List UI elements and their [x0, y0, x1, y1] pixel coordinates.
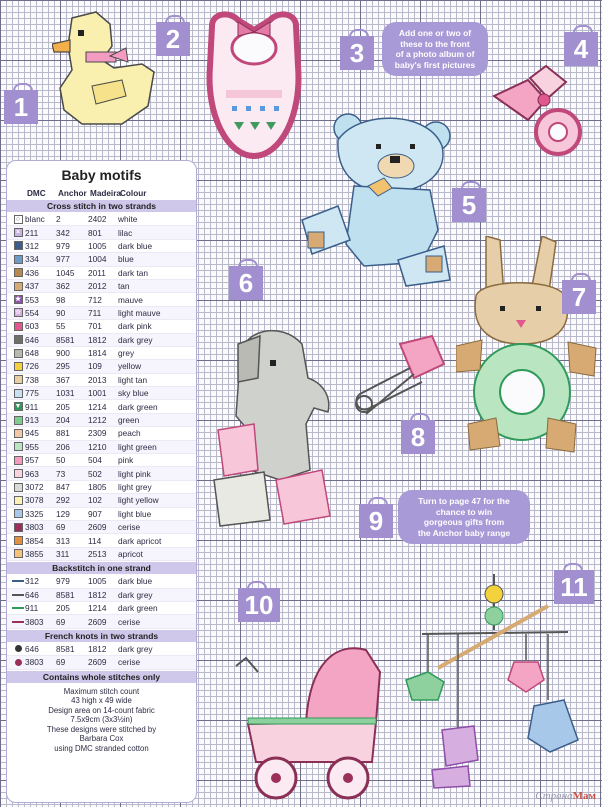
madeira-code: 1004: [88, 254, 107, 265]
thread-symbol-icon: [11, 659, 25, 666]
cross-stitch-row: [7, 360, 196, 373]
motif-number-1: 1: [4, 90, 38, 124]
madeira-code: 801: [88, 227, 102, 238]
photo-album-note: [382, 22, 488, 76]
colour-name: grey: [118, 348, 135, 359]
colour-name: dark grey: [118, 589, 153, 600]
thread-symbol-icon: [11, 389, 25, 398]
safety-pin-motif: [352, 334, 446, 424]
madeira-code: 504: [88, 455, 102, 466]
madeira-code: 1812: [88, 643, 107, 654]
anchor-code: 206: [56, 441, 70, 452]
anchor-code: 900: [56, 348, 70, 359]
anchor-code: 205: [56, 603, 70, 614]
cross-stitch-row: [7, 481, 196, 494]
footer-line: using DMC stranded cotton: [54, 743, 149, 753]
madeira-code: 2012: [88, 281, 107, 292]
colour-name: cerise: [118, 616, 141, 627]
motif-number-9: 9: [359, 504, 393, 538]
anchor-code: 8581: [56, 589, 75, 600]
dmc-code: 3078: [25, 495, 44, 506]
rattle-motif: [488, 60, 596, 162]
anchor-code: 979: [56, 240, 70, 251]
cross-stitch-row: [7, 226, 196, 239]
note-line: gorgeous gifts from: [423, 517, 505, 527]
thread-symbol-icon: [11, 255, 25, 264]
colour-name: cerise: [118, 522, 141, 533]
motif-number-2: 2: [156, 22, 190, 56]
anchor-code: 847: [56, 482, 70, 492]
motif-number-7: 7: [562, 280, 596, 314]
cross-stitch-row: [7, 454, 196, 467]
footer-line: 43 high x 49 wide: [71, 696, 132, 705]
madeira-code: 2609: [88, 616, 107, 627]
key-footer: [7, 684, 196, 754]
cross-stitch-row: [7, 400, 196, 413]
colour-name: light mauve: [118, 307, 161, 318]
backstitch-section-label: Backstitch in one strand: [7, 562, 196, 574]
colour-name: apricot: [118, 548, 143, 559]
thread-symbol-icon: [11, 335, 25, 344]
motif-number-10: 10: [238, 588, 280, 622]
anchor-code: 90: [56, 307, 66, 318]
cross-stitch-list: [7, 213, 196, 561]
note-line: baby's first pictures: [394, 59, 476, 70]
colour-name: light blue: [118, 508, 152, 519]
cross-stitch-row: [7, 334, 196, 347]
key-column-headers: [7, 187, 196, 199]
colour-name: dark blue: [118, 240, 153, 251]
dmc-code: 334: [25, 254, 39, 265]
thread-symbol-icon: [11, 469, 25, 478]
colour-name: blue: [118, 254, 134, 265]
madeira-code: 1805: [88, 482, 107, 492]
cross-stitch-row: [7, 508, 196, 521]
anchor-code: 342: [56, 227, 70, 238]
note-line: chance to win: [435, 506, 493, 517]
dmc-code: 3854: [25, 535, 44, 546]
site-watermark: [535, 790, 596, 802]
dmc-code: 957: [25, 455, 39, 466]
note-line: these to the front: [400, 38, 470, 49]
cross-stitch-row: [7, 467, 196, 480]
thread-symbol-icon: [11, 549, 25, 558]
colour-name: mauve: [118, 294, 143, 305]
thread-symbol-icon: [11, 322, 25, 331]
dmc-code: 3325: [25, 508, 44, 519]
thread-symbol-icon: [11, 442, 25, 451]
thread-symbol-icon: ▼: [14, 403, 22, 411]
motif-number-11: 11: [554, 570, 594, 604]
header-dmc: DMC: [27, 188, 46, 198]
cross-stitch-row: [7, 374, 196, 387]
dmc-code: 646: [25, 643, 39, 654]
thread-symbol-icon: [11, 349, 25, 358]
backstitch-list: [7, 575, 196, 629]
dmc-code: 437: [25, 281, 39, 292]
colour-name: sky blue: [118, 388, 149, 399]
thread-symbol-icon: [11, 429, 25, 438]
french-knots-list: [7, 643, 196, 670]
cross-stitch-row: [7, 414, 196, 427]
colour-name: dark blue: [118, 576, 153, 587]
dmc-code: 3803: [25, 616, 44, 627]
thread-symbol-icon: [11, 621, 25, 623]
cross-stitch-row: [7, 320, 196, 333]
colour-name: light pink: [118, 468, 151, 479]
dmc-code: 913: [25, 415, 39, 426]
thread-symbol-icon: [11, 523, 25, 532]
motif-number-4: 4: [564, 32, 598, 66]
dmc-code: blanc: [25, 214, 45, 225]
dmc-code: 646: [25, 589, 39, 600]
cross-stitch-row: [7, 293, 196, 306]
note-line: Add one or two of: [398, 28, 472, 38]
motif-number-3: 3: [340, 36, 374, 70]
bunny-ring-motif: [456, 236, 602, 456]
backstitch-row: [7, 589, 196, 602]
thread-symbol-icon: [11, 416, 25, 425]
anchor-code: 8581: [56, 643, 75, 654]
colour-name: dark pink: [118, 321, 152, 332]
cross-stitch-row: [7, 253, 196, 266]
motif-number-6: 6: [229, 266, 263, 300]
dmc-code: 963: [25, 468, 39, 479]
backstitch-row: [7, 615, 196, 628]
madeira-code: 102: [88, 495, 102, 506]
thread-symbol-icon: [11, 496, 25, 505]
dmc-code: 726: [25, 361, 39, 372]
colour-name: cerise: [118, 657, 141, 668]
madeira-code: 109: [88, 361, 102, 372]
bib-motif: [198, 6, 310, 166]
thread-symbol-icon: ○: [11, 215, 25, 224]
thread-symbol-icon: [11, 362, 25, 371]
cross-stitch-row: [7, 441, 196, 454]
dmc-code: 775: [25, 388, 39, 399]
anchor-code: 311: [56, 548, 70, 559]
thread-symbol-icon: [11, 375, 25, 384]
colour-name: light tan: [118, 374, 148, 385]
madeira-code: 1001: [88, 388, 107, 399]
dmc-code: 911: [25, 603, 39, 614]
cross-stitch-row: [7, 534, 196, 547]
anchor-code: 204: [56, 415, 70, 426]
colour-name: light yellow: [118, 495, 159, 506]
pram-motif: [226, 632, 386, 804]
dmc-code: 738: [25, 374, 39, 385]
colour-name: dark green: [118, 401, 158, 412]
watermark-suffix: Мам: [572, 790, 596, 802]
key-title: Baby motifs: [61, 167, 142, 183]
colour-name: dark apricot: [118, 535, 162, 546]
colour-name: light green: [118, 441, 157, 452]
madeira-code: 1812: [88, 334, 107, 345]
dmc-code: 312: [25, 576, 39, 587]
anchor-code: 69: [56, 657, 66, 668]
dmc-code: 553: [25, 294, 39, 305]
thread-symbol-icon: [11, 456, 25, 465]
anchor-code: 979: [56, 576, 70, 587]
colour-name: pink: [118, 455, 134, 466]
dmc-code: 312: [25, 240, 39, 251]
cross-stitch-row: [7, 427, 196, 440]
cross-stitch-row: [7, 521, 196, 534]
footer-line: 7.5x9cm (3x3½in): [70, 715, 133, 724]
colour-name: green: [118, 415, 140, 426]
madeira-code: 114: [88, 535, 102, 546]
anchor-gifts-note: [398, 490, 530, 544]
madeira-code: 1005: [88, 576, 107, 587]
anchor-code: 295: [56, 361, 70, 372]
colour-name: dark grey: [118, 334, 153, 345]
colour-name: dark tan: [118, 267, 148, 278]
teddy-bear-motif: [298, 110, 466, 290]
header-colour: Colour: [120, 188, 147, 198]
footer-line: These designs were stitched by: [46, 724, 157, 734]
anchor-code: 367: [56, 374, 70, 385]
madeira-code: 907: [88, 508, 102, 519]
dmc-code: 436: [25, 267, 39, 278]
colour-name: dark grey: [118, 643, 153, 654]
anchor-code: 8581: [56, 334, 75, 345]
colour-name: white: [118, 214, 138, 225]
dmc-code: 3855: [25, 548, 44, 559]
dmc-code: 3072: [25, 482, 44, 492]
mobile-motif: [398, 570, 594, 802]
madeira-code: 1812: [88, 589, 107, 600]
anchor-code: 73: [56, 468, 66, 479]
madeira-code: 701: [88, 321, 102, 332]
cross-stitch-section-label: Cross stitch in two strands: [7, 200, 196, 212]
duck-motif: [52, 6, 162, 138]
thread-symbol-icon: [11, 536, 25, 545]
dmc-code: 955: [25, 441, 39, 452]
watermark-prefix: Страна: [535, 790, 573, 802]
anchor-code: 98: [56, 294, 66, 305]
thread-symbol-icon: [11, 282, 25, 291]
thread-symbol-icon: [11, 509, 25, 518]
madeira-code: 1814: [88, 348, 107, 359]
header-madeira: Madeira: [90, 188, 121, 198]
madeira-code: 2609: [88, 657, 107, 668]
cross-stitch-row: [7, 307, 196, 320]
anchor-code: 129: [56, 508, 70, 519]
cross-stitch-row: [7, 347, 196, 360]
dmc-code: 945: [25, 428, 39, 439]
thread-symbol-icon: ×: [11, 228, 25, 237]
madeira-code: 502: [88, 468, 102, 479]
note-line: the Anchor baby range: [417, 527, 511, 538]
anchor-code: 1045: [56, 267, 75, 278]
cross-stitch-row: [7, 548, 196, 561]
colour-name: peach: [118, 428, 141, 439]
thread-symbol-icon: [11, 268, 25, 277]
colour-name: light grey: [118, 482, 152, 492]
dmc-code: 603: [25, 321, 39, 332]
dmc-code: 911: [25, 401, 39, 412]
thread-symbol-icon: [11, 483, 25, 492]
cross-stitch-row: [7, 494, 196, 507]
thread-symbol-icon: ☆: [14, 309, 22, 317]
dmc-code: 646: [25, 334, 39, 345]
footer-line: Maximum stitch count: [63, 686, 140, 696]
dmc-code: 211: [25, 227, 39, 238]
anchor-code: 2: [56, 214, 61, 225]
colour-name: tan: [118, 281, 130, 292]
footer-line: Design area on 14-count fabric: [48, 705, 155, 715]
anchor-code: 881: [56, 428, 70, 439]
anchor-code: 977: [56, 254, 70, 265]
thread-key-panel: [6, 160, 197, 803]
cross-stitch-row: [7, 240, 196, 253]
anchor-code: 1031: [56, 388, 75, 399]
thread-symbol-icon: [11, 580, 25, 582]
cross-stitch-row: [7, 213, 196, 226]
thread-symbol-icon: [11, 241, 25, 250]
motif-number-8: 8: [401, 420, 435, 454]
thread-symbol-icon: [11, 594, 25, 596]
header-anchor: Anchor: [58, 188, 87, 198]
cross-stitch-row: [7, 280, 196, 293]
dmc-code: 554: [25, 307, 39, 318]
colour-name: dark green: [118, 603, 158, 614]
madeira-code: 2011: [88, 267, 106, 278]
madeira-code: 2402: [88, 214, 107, 225]
anchor-code: 292: [56, 495, 70, 506]
whole-stitches-label: Contains whole stitches only: [7, 671, 196, 683]
thread-symbol-icon: [11, 645, 25, 652]
madeira-code: 2309: [88, 428, 107, 439]
dmc-code: 3803: [25, 657, 44, 668]
note-line: Turn to page 47 for the: [418, 496, 510, 506]
anchor-code: 50: [56, 455, 66, 466]
french-knots-row: [7, 643, 196, 656]
thread-symbol-icon: [11, 607, 25, 609]
madeira-code: 1005: [88, 240, 107, 251]
backstitch-row: [7, 602, 196, 615]
footer-line: Barbara Cox: [79, 734, 124, 743]
elephant-motif: [210, 320, 340, 530]
colour-name: lilac: [118, 227, 133, 238]
dmc-code: 648: [25, 348, 39, 359]
madeira-code: 1214: [88, 401, 107, 412]
anchor-code: 362: [56, 281, 70, 292]
anchor-code: 313: [56, 535, 70, 546]
backstitch-row: [7, 575, 196, 588]
madeira-code: 2013: [88, 374, 107, 385]
madeira-code: 2513: [88, 548, 107, 559]
madeira-code: 712: [88, 294, 102, 305]
anchor-code: 69: [56, 522, 66, 533]
note-line: of a photo album of: [395, 49, 475, 59]
thread-symbol-icon: ★: [14, 296, 22, 304]
madeira-code: 1210: [88, 441, 107, 452]
cross-stitch-row: [7, 267, 196, 280]
anchor-code: 205: [56, 401, 70, 412]
french-knots-section-label: French knots in two strands: [7, 630, 196, 642]
french-knots-row: [7, 656, 196, 669]
cross-stitch-row: [7, 387, 196, 400]
colour-name: yellow: [118, 361, 142, 372]
anchor-code: 55: [56, 321, 66, 332]
madeira-code: 1212: [88, 415, 107, 426]
madeira-code: 711: [88, 307, 102, 318]
motif-number-5: 5: [452, 188, 486, 222]
anchor-code: 69: [56, 616, 66, 627]
madeira-code: 2609: [88, 522, 107, 533]
madeira-code: 1214: [88, 603, 107, 614]
dmc-code: 3803: [25, 522, 44, 533]
